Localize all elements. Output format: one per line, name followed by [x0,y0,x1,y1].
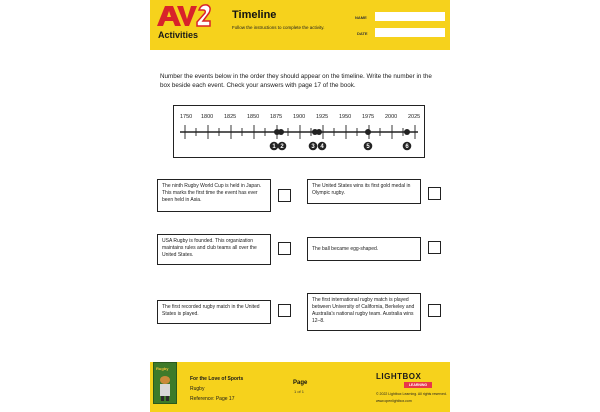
answer-box[interactable] [428,304,441,317]
marker-label: 4 [320,144,324,150]
timeline-year-label: 2000 [385,114,398,120]
page-number: 1 of 1 [294,389,305,394]
footer-book-title: For the Love of Sports [190,376,244,382]
worksheet-page [150,0,450,412]
page-title: Timeline [232,9,277,21]
page-label: Page [293,380,308,386]
av2-logo-icon [153,4,213,28]
timeline-year-label: 1925 [316,114,329,120]
timeline-year-label: 1950 [339,114,352,120]
marker-label: 6 [405,144,409,150]
footer-book-subject: Rugby [190,386,205,392]
answer-box[interactable] [278,304,291,317]
marker-label: 3 [311,144,315,150]
timeline-year-label: 1825 [224,114,237,120]
timeline-year-label: 1875 [270,114,283,120]
timeline-graphic [174,106,424,157]
event-card: USA Rugby is founded. This organization maintains rules and club teams all over the United States. [157,234,271,265]
marker-label: 5 [366,144,370,150]
timeline-year-label: 2025 [408,114,421,120]
rugby-player-icon [154,372,176,402]
answer-box[interactable] [428,187,441,200]
footer-reference: Reference: Page 17 [190,396,235,402]
event-card: The first recorded rugby match in the United States is played. [157,300,271,324]
av2-logo-block [150,0,216,50]
footer-bar [150,362,450,412]
answer-box[interactable] [278,189,291,202]
event-card: The ball became egg-shaped. [307,237,421,261]
website-link[interactable]: www.openlightbox.com [376,399,412,403]
event-card: The ninth Rugby World Cup is held in Japan. This marks the first time the event has ever been held in Asia. [157,179,271,212]
page-subtitle: Follow the instructions to complete the activity. [232,25,325,30]
timeline-year-label: 1800 [201,114,214,120]
name-field[interactable] [375,12,445,21]
timeline-year-label: 1975 [362,114,375,120]
copyright-text: © 2022 Lightbox Learning. All rights reserved. [376,392,447,396]
timeline-box [173,105,425,158]
timeline-number-markers [270,142,412,151]
lightbox-logo: LIGHTBOX [376,372,422,381]
event-card: The United States wins its first gold medal in Olympic rugby. [307,179,421,204]
book-cover-title: Rugby [156,366,169,371]
timeline-year-label: 1750 [180,114,193,120]
timeline-year-label: 1850 [247,114,260,120]
name-label: NAME [355,15,367,20]
marker-label: 2 [280,144,284,150]
brand-label: Activities [158,30,199,40]
answer-box[interactable] [278,242,291,255]
book-cover-image [153,362,177,404]
lightbox-learning-badge: LEARNING [404,382,432,388]
header-bar [150,0,450,50]
date-field[interactable] [375,28,445,37]
marker-label: 1 [272,144,276,150]
instructions-text: Number the events below in the order they should appear on the timeline. Write the number in the box beside each event. Check your answers with page 17 of the book. [160,73,432,89]
event-card: The first international rugby match is played between University of California, Berkeley and Australia's national rugby team. Australia wins 12–8. [307,293,421,331]
date-label: DATE [357,31,368,36]
answer-box[interactable] [428,241,441,254]
timeline-year-label: 1900 [293,114,306,120]
